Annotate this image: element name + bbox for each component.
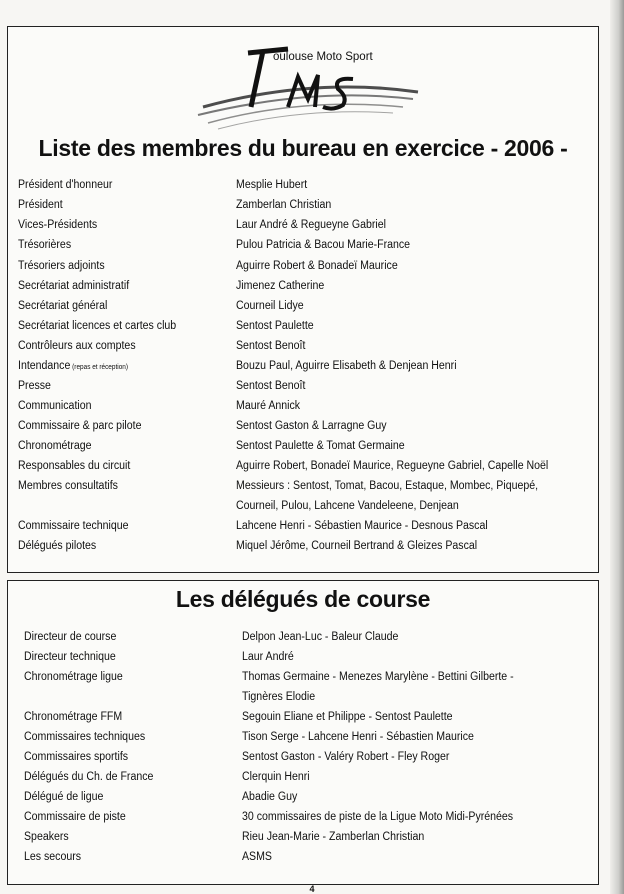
bureau-name: Courneil, Pulou, Lahcene Vandeleene, Denjean (236, 500, 459, 512)
bureau-role (18, 218, 97, 232)
bureau-role (18, 359, 128, 375)
bureau-name: Courneil Lidye (236, 300, 304, 312)
bureau-role-label: Contrôleurs aux comptes (18, 340, 136, 352)
delegues-role-label: Commissaires sportifs (24, 751, 129, 763)
delegues-role-label: Speakers (24, 831, 69, 843)
bureau-role (18, 379, 51, 393)
delegues-role (24, 810, 126, 824)
bureau-role-label: Trésorières (18, 239, 72, 251)
bureau-role-label: Secrétariat général (18, 300, 108, 312)
bureau-role-label: Membres consultatifs (18, 480, 118, 492)
bureau-name: Sentost Paulette (236, 320, 314, 332)
bureau-role (18, 459, 130, 473)
delegues-name: Tison Serge - Lahcene Henri - Sébastien Maurice (242, 731, 474, 743)
bureau-name: Bouzu Paul, Aguirre Elisabeth & Denjean Henri (236, 360, 457, 372)
bureau-name: Zamberlan Christian (236, 199, 332, 211)
bureau-name: Sentost Benoît (236, 340, 306, 352)
bureau-name: Miquel Jérôme, Courneil Bertrand & Gleizes Pascal (236, 540, 478, 552)
delegues-role (24, 770, 153, 784)
delegues-name: ASMS (242, 851, 272, 863)
bureau-name: Sentost Benoît (236, 380, 306, 392)
bureau-name: Mesplie Hubert (236, 179, 308, 191)
bureau-role-label: Commissaire & parc pilote (18, 420, 142, 432)
delegues-name: Sentost Gaston - Valéry Robert - Fley Roger (242, 751, 450, 763)
bureau-name: Lahcene Henri - Sébastien Maurice - Desnous Pascal (236, 520, 488, 532)
delegues-role-label: Délégué de ligue (24, 791, 104, 803)
bureau-title: Liste des membres du bureau en exercice - 2006 - (38, 135, 568, 161)
bureau-role-label: Presse (18, 380, 51, 392)
bureau-role (18, 259, 105, 273)
bureau-role-label: Intendance (18, 360, 71, 372)
delegues-role (24, 710, 122, 724)
delegues-role-label: Directeur technique (24, 651, 116, 663)
bureau-role-label: Chronométrage (18, 440, 92, 452)
bureau-role-label: Communication (18, 400, 92, 412)
bureau-role (18, 198, 63, 212)
delegues-name: 30 commissaires de piste de la Ligue Moto Midi-Pyrénées (242, 811, 514, 823)
delegues-role-label: Chronométrage FFM (24, 711, 123, 723)
delegues-role (24, 830, 69, 844)
page-number: 4 (309, 884, 315, 894)
bureau-role-note: (repas et réception) (70, 364, 129, 371)
delegues-name: Abadie Guy (242, 791, 298, 803)
bureau-name: Aguirre Robert, Bonadeï Maurice, Regueyne Gabriel, Capelle Noël (236, 460, 549, 472)
bureau-role-label: Responsables du circuit (18, 460, 131, 472)
delegues-role (24, 790, 103, 804)
delegues-name: Segouin Eliane et Philippe - Sentost Paulette (242, 711, 453, 723)
bureau-role (18, 399, 92, 413)
bureau-role (18, 339, 136, 353)
bureau-role (18, 419, 141, 433)
tms-logo (193, 37, 423, 137)
delegues-role (24, 650, 116, 664)
delegues-role-label: Chronométrage ligue (24, 671, 123, 683)
bureau-role-label: Délégués pilotes (18, 540, 97, 552)
delegues-name: Laur André (242, 651, 294, 663)
delegues-role (24, 730, 145, 744)
delegues-role-label: Les secours (24, 851, 82, 863)
bureau-role-label: Président d'honneur (18, 179, 113, 191)
delegues-name: Thomas Germaine - Menezes Marylène - Bettini Gilberte - (242, 671, 514, 683)
delegues-role-label: Commissaires techniques (24, 731, 146, 743)
logo-subtitle: oulouse Moto Sport (273, 51, 373, 63)
bureau-role-label: Président (18, 199, 63, 211)
bureau-name: Pulou Patricia & Bacou Marie-France (236, 239, 411, 251)
bureau-role-label: Trésoriers adjoints (18, 260, 105, 272)
delegues-title: Les délégués de course (175, 586, 431, 612)
delegues-role-label: Commissaire de piste (24, 811, 126, 823)
delegues-name: Tignères Elodie (242, 691, 316, 703)
bureau-role (18, 479, 118, 493)
delegues-name: Delpon Jean-Luc - Baleur Claude (242, 631, 399, 643)
bureau-name: Laur André & Regueyne Gabriel (236, 219, 386, 231)
delegues-role (24, 670, 123, 684)
delegues-name: Rieu Jean-Marie - Zamberlan Christian (242, 831, 425, 843)
bureau-role-label: Vices-Présidents (18, 219, 98, 231)
delegues-role (24, 630, 116, 644)
bureau-name: Sentost Paulette & Tomat Germaine (236, 440, 405, 452)
delegues-role (24, 750, 128, 764)
bureau-name: Aguirre Robert & Bonadeï Maurice (236, 260, 398, 272)
bureau-name: Messieurs : Sentost, Tomat, Bacou, Estaque, Mombec, Piquepé, (236, 480, 539, 492)
bureau-name: Sentost Gaston & Larragne Guy (236, 420, 387, 432)
delegues-role-label: Délégués du Ch. de France (24, 771, 154, 783)
delegues-name: Clerquin Henri (242, 771, 310, 783)
bureau-role (18, 539, 96, 553)
bureau-role (18, 299, 107, 313)
bureau-role (18, 319, 176, 333)
bureau-name: Mauré Annick (236, 400, 301, 412)
bureau-role (18, 279, 129, 293)
bureau-name: Jimenez Catherine (236, 280, 325, 292)
bureau-role-label: Commissaire technique (18, 520, 129, 532)
delegues-role (24, 850, 81, 864)
bureau-role-label: Secrétariat licences et cartes club (18, 320, 177, 332)
page-binding-edge (610, 0, 624, 894)
bureau-role-label: Secrétariat administratif (18, 280, 130, 292)
bureau-role (18, 178, 112, 192)
bureau-role (18, 238, 71, 252)
bureau-role (18, 439, 92, 453)
delegues-role-label: Directeur de course (24, 631, 117, 643)
bureau-role (18, 519, 129, 533)
